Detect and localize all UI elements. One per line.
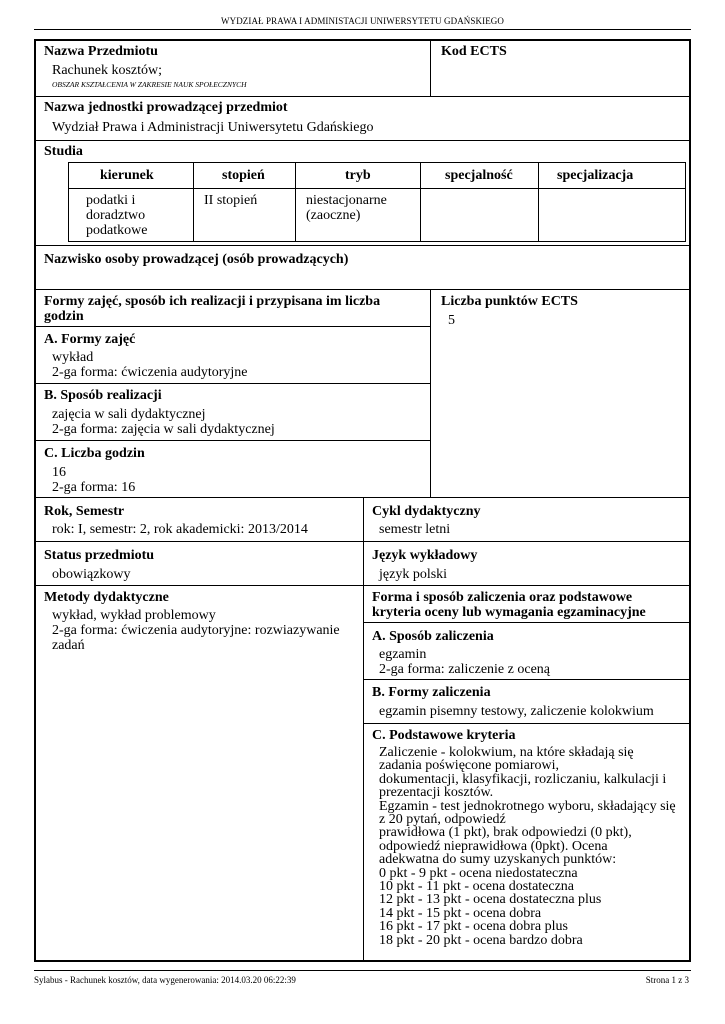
assessment-c-label: C. Podstawowe kryteria <box>372 728 516 743</box>
footer-divider <box>34 970 691 971</box>
assessment-b-label: B. Formy zaliczenia <box>372 685 491 700</box>
forms-c-value: 16 2-ga forma: 16 <box>52 465 136 495</box>
forms-b-value: zajęcia w sali dydaktycznej 2-ga forma: zajęcia w sali dydaktycznej <box>52 407 275 437</box>
divider <box>36 440 430 441</box>
forms-a-value: wykład 2-ga forma: ćwiczenia audytoryjne <box>52 350 248 380</box>
divider <box>430 41 431 96</box>
status-value: obowiązkowy <box>52 567 131 582</box>
divider <box>36 541 689 542</box>
year-value: rok: I, semestr: 2, rok akademicki: 2013/2014 <box>52 522 308 537</box>
forms-label: Formy zajęć, sposób ich realizacji i przypisana im liczba godzin <box>44 294 381 324</box>
ects-code-label: Kod ECTS <box>441 44 507 59</box>
column-header: stopień <box>222 168 265 183</box>
assessment-a-label: A. Sposób zaliczenia <box>372 629 494 644</box>
divider <box>36 96 689 97</box>
column-header: specjalizacja <box>557 168 634 183</box>
lecturer-label: Nazwisko osoby prowadzącej (osób prowadzących) <box>44 252 349 267</box>
studia-label: Studia <box>44 144 83 159</box>
forms-b-label: B. Sposób realizacji <box>44 388 162 403</box>
table-cell: podatki i doradztwo podatkowe <box>86 193 148 238</box>
column-header: kierunek <box>100 168 154 183</box>
cycle-label: Cykl dydaktyczny <box>372 504 481 519</box>
cycle-value: semestr letni <box>379 522 451 537</box>
course-name-label: Nazwa Przedmiotu <box>44 44 158 59</box>
divider <box>68 188 686 189</box>
divider <box>420 162 421 242</box>
page-number: Strona 1 z 3 <box>645 975 689 985</box>
assessment-b-value: egzamin pisemny testowy, zaliczenie kolokwium <box>379 704 654 719</box>
table-cell: niestacjonarne (zaoczne) <box>306 193 387 223</box>
divider <box>430 289 431 497</box>
unit-value: Wydział Prawa i Administracji Uniwersytetu Gdańskiego <box>52 120 374 135</box>
document-header: WYDZIAŁ PRAWA I ADMINISTACJI UNIWERSYTETU GDAŃSKIEGO <box>221 16 504 26</box>
footer-left: Sylabus - Rachunek kosztów, data wygenerowania: 2014.03.20 06:22:39 <box>34 975 296 985</box>
column-header: specjalność <box>445 168 513 183</box>
column-header: tryb <box>345 168 371 183</box>
divider <box>36 585 689 586</box>
divider <box>363 679 689 680</box>
table-cell: II stopień <box>204 193 258 208</box>
unit-label: Nazwa jednostki prowadzącej przedmiot <box>44 100 288 115</box>
divider <box>363 622 689 623</box>
assessment-c-value: Zaliczenie - kolokwium, na które składają się zadania poświęcone pomiarowi, dokumentacji, klasyfikacji, rozliczaniu, kalkulacji i prezentacji kosztów. Egzamin - test jednokrotnego wyboru, składający się z 20 pytań, odpowiedź prawidłowa (1 pkt), brak odpowiedzi (0 pkt), odpowiedź nieprawidłowa (0pkt). Ocena adekwatna do sumy uzyskanych punktów: 0 pkt - 9 pkt - ocena niedostateczna 10 pkt - 11 pkt - ocena dostateczna 12 pkt - 13 pkt - ocena dostateczna plus 14 pkt - 15 pkt - ocena dobra 16 pkt - 17 pkt - ocena dobra plus 18 pkt - 20 pkt - ocena bardzo dobra <box>379 745 676 948</box>
assessment-label: Forma i sposób zaliczenia oraz podstawowe kryteria oceny lub wymagania egzaminacyjne <box>372 590 646 620</box>
header-divider <box>34 29 691 30</box>
year-label: Rok, Semestr <box>44 504 125 519</box>
divider <box>363 723 689 724</box>
methods-value: wykład, wykład problemowy 2-ga forma: ćwiczenia audytoryjne: rozwiazywanie zadań <box>52 608 340 653</box>
divider <box>36 289 689 290</box>
ects-points-value: 5 <box>448 313 455 328</box>
language-label: Język wykładowy <box>372 548 478 563</box>
divider <box>295 162 296 242</box>
divider <box>36 140 689 141</box>
methods-label: Metody dydaktyczne <box>44 590 169 605</box>
course-name-value: Rachunek kosztów; <box>52 63 163 78</box>
forms-a-label: A. Formy zajęć <box>44 332 136 347</box>
ects-points-label: Liczba punktów ECTS <box>441 294 578 309</box>
status-label: Status przedmiotu <box>44 548 155 563</box>
assessment-a-value: egzamin 2-ga forma: zaliczenie z oceną <box>379 647 551 677</box>
forms-c-label: C. Liczba godzin <box>44 446 145 461</box>
divider <box>36 245 689 246</box>
language-value: język polski <box>379 567 448 582</box>
divider <box>538 162 539 242</box>
divider <box>36 383 430 384</box>
divider <box>36 326 430 327</box>
course-area: OBSZAR KSZTAŁCENIA W ZAKRESIE NAUK SPOŁECZNYCH <box>52 80 247 89</box>
divider <box>363 497 364 960</box>
divider <box>193 162 194 242</box>
